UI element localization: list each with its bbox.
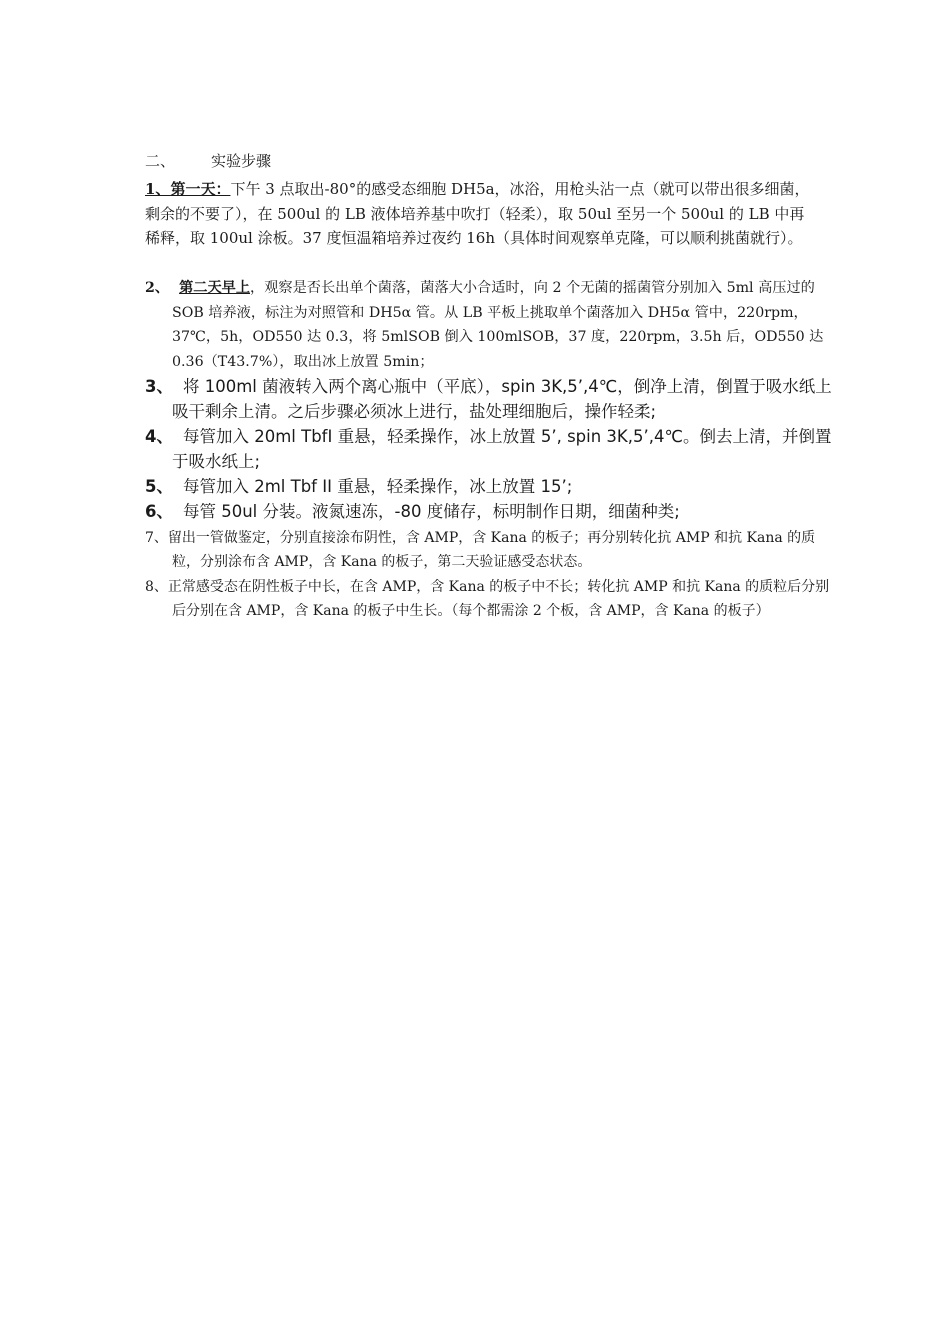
- step-1-lead: 第一天：: [170, 180, 231, 198]
- step-8: [145, 575, 840, 623]
- step-6: [145, 499, 840, 524]
- step-5-text: 每管加入 2ml Tbf II 重悬，轻柔操作，冰上放置 15’;: [182, 477, 573, 496]
- step-8-text: 正常感受态在阴性板子中长，在含 AMP，含 Kana 的板子中不长；转化抗 AMP 和抗 Kana 的质粒后分别后分别在含 AMP，含 Kana 的板子中生长。（每个都需涂 2 个板，含 AMP，含 Kana 的板子）: [167, 579, 830, 619]
- step-6-text: 每管 50ul 分装。液氮速冻，-80 度储存，标明制作日期，细菌种类;: [182, 502, 680, 521]
- step-5-number: 5、: [145, 477, 173, 496]
- step-6-number: 6、: [145, 502, 173, 521]
- step-3-number: 3、: [145, 377, 173, 396]
- step-4: [145, 424, 840, 474]
- step-3: [145, 374, 840, 424]
- step-2-lead: 第二天早上: [179, 280, 251, 296]
- step-4-number: 4、: [145, 427, 173, 446]
- step-1: [145, 177, 813, 251]
- step-8-number: 8、: [145, 579, 168, 595]
- step-1-number: 1、: [145, 180, 171, 198]
- section-number: 二、: [145, 152, 176, 170]
- step-7-text: 留出一管做鉴定，分别直接涂布阴性，含 AMP，含 Kana 的板子；再分别转化抗 AMP 和抗 Kana 的质粒，分别涂布含 AMP，含 Kana 的板子，第二天验证感受态状态。: [167, 530, 816, 570]
- section-heading: [145, 150, 271, 172]
- step-3-text: 将 100ml 菌液转入两个离心瓶中（平底），spin 3K,5’,4℃，倒净上清，倒置于吸水纸上吸干剩余上清。之后步骤必须冰上进行，盐处理细胞后，操作轻柔;: [172, 377, 832, 421]
- step-5: [145, 474, 840, 499]
- step-1-text: 下午 3 点取出-80°的感受态细胞 DH5a，冰浴，用枪头沾一点（就可以带出很多细菌，剩余的不要了），在 500ul 的 LB 液体培养基中吹打（轻柔），取 50ul 至另一个 500ul 的 LB 中再稀释，取 100ul 涂板。37 度恒温箱培养过夜约 16h（具体时间观察单克隆，可以顺利挑菌就行）。: [145, 180, 810, 247]
- step-7-number: 7、: [145, 530, 168, 546]
- section-title-text: 实验步骤: [211, 152, 272, 170]
- step-2-number: 2、: [145, 280, 170, 296]
- step-2-text: ，观察是否长出单个菌落，菌落大小合适时，向 2 个无菌的摇菌管分别加入 5ml 高压过的 SOB 培养液，标注为对照管和 DH5α 管。从 LB 平板上挑取单个菌落加入 DH5α 管中，220rpm，37℃，5h，OD550 达 0.3，将 5mlSOB 倒入 100mlSOB，37 度，220rpm，3.5h 后，OD550 达 0.36（T43.7%），取出冰上放置 5min；: [172, 280, 824, 370]
- step-7: [145, 526, 840, 574]
- step-4-text: 每管加入 20ml TbfI 重悬，轻柔操作，冰上放置 5’, spin 3K,5’,4℃。倒去上清，并倒置于吸水纸上;: [172, 427, 832, 471]
- step-2: [145, 276, 840, 374]
